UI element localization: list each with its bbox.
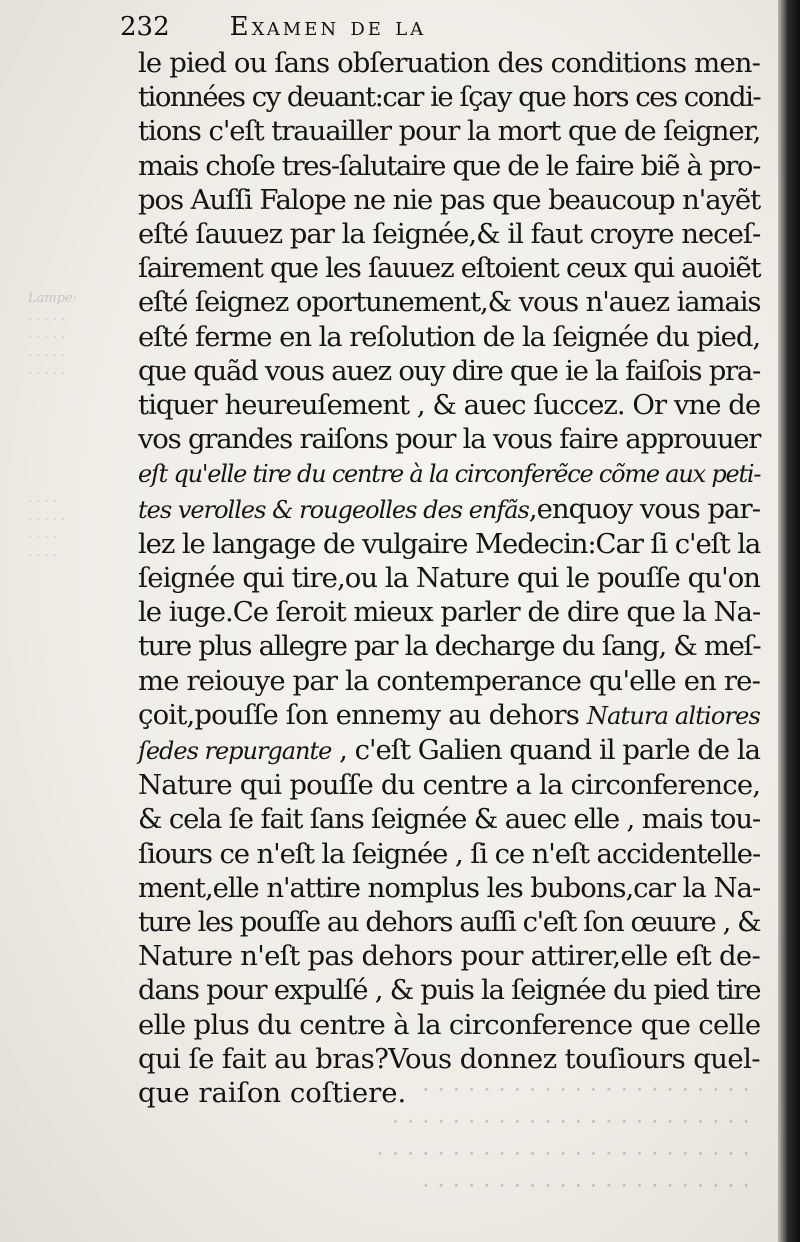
- text-line: [138, 733, 760, 768]
- text-line-content: ture les pouſſe au dehors auſſi c'eſt ſon œuure , &: [138, 906, 761, 939]
- text-line-content: mais choſe tres-ſalutaire que de le faire biẽ à pro-: [138, 149, 760, 182]
- text-line-content: me reiouye par la contemperance qu'elle en re-: [138, 664, 760, 697]
- text-line: [138, 149, 760, 183]
- text-line: [138, 768, 760, 802]
- show-through-margin-notes: Lampe· . . . . . . . . . . . . . . . . . . . . . . . . . . . . . . . . . . . . .: [28, 291, 77, 560]
- show-through-bleed-text: . . . . . . . . . . . . . . . . . . . . . . . . . . . . . . . . . . . . . . . . . . . . . . . . . . . . . . . . . . . . . . . . . . . . . . . . . . . . . . . . . . . . . . . . . . . . .: [376, 1082, 750, 1206]
- text-line-content: ture plus allegre par la decharge du ſang, & meſ-: [138, 630, 761, 663]
- text-line-content: eſté ſeignez oportunement,& vous n'auez iamais: [138, 286, 761, 319]
- body-text: [138, 46, 760, 1110]
- text-line-content: Nature n'eſt pas dehors pour attirer,elle eſt de-: [138, 940, 760, 973]
- text-line: [138, 251, 760, 285]
- page-header: [120, 12, 680, 42]
- text-line-content: ſiours ce n'eſt la ſeignée , ſi ce n'eſt accidentelle-: [138, 837, 761, 870]
- text-line: [138, 561, 760, 595]
- text-line: [138, 114, 760, 148]
- text-line: [138, 698, 760, 733]
- text-line: [138, 183, 760, 217]
- text-line-content: lez le langage de vulgaire Medecin:Car ſi c'eſt la: [138, 527, 761, 560]
- text-line: [138, 80, 760, 114]
- text-line: [138, 905, 760, 939]
- text-line-content: elle plus du centre à la circonference que celle: [138, 1008, 761, 1041]
- text-line-content: tionnées cy deuant:car ie ſçay que hors ces condi-: [138, 81, 761, 114]
- text-line-content: eſté ſauuez par la ſeignée,& il faut croyre neceſ-: [138, 218, 761, 251]
- text-line: [138, 837, 760, 871]
- latin-italic-phrase: tes verolles & rougeolles des enfãs: [138, 495, 529, 524]
- book-binding-edge: [778, 0, 800, 1242]
- text-line: [138, 456, 760, 491]
- text-line: [138, 388, 760, 422]
- text-line: [138, 664, 760, 698]
- text-line: [138, 285, 760, 319]
- text-line: [138, 354, 760, 388]
- latin-italic-phrase: eſt qu'elle tire du centre à la circonferẽce cõme aux peti-: [138, 460, 761, 489]
- text-line: [138, 595, 760, 629]
- text-line: [138, 1042, 760, 1076]
- text-line: [138, 1076, 760, 1110]
- text-line: [138, 217, 760, 251]
- text-line: [138, 629, 760, 663]
- text-line-content: pos Auſſi Falope ne nie pas que beaucoup n'ayẽt: [138, 183, 761, 216]
- text-line-content: & cela ſe fait ſans ſeignée & auec elle , mais tou-: [138, 803, 761, 836]
- text-line-content: ,enquoy vous par-: [528, 492, 760, 525]
- page-number: 232: [120, 12, 170, 42]
- text-line-content: tiquer heureuſement , & auec ſuccez. Or vne de: [138, 389, 761, 422]
- text-line-content: eſté ferme en la reſolution de la ſeignée du pied,: [138, 320, 760, 353]
- text-line: [138, 939, 760, 973]
- text-line-content: qui ſe fait au bras?Vous donnez touſiours quel-: [138, 1042, 760, 1075]
- text-line-content: ſairement que les ſauuez eſtoient ceux qui auoiẽt: [138, 252, 761, 285]
- text-line: [138, 492, 760, 527]
- text-line-content: ment,elle n'attire nomplus les bubons,car la Na-: [138, 871, 761, 904]
- text-line: [138, 973, 760, 1007]
- text-line-content: Nature qui pouſſe du centre a la circonference,: [138, 769, 761, 802]
- text-line-content: , c'eſt Galien quand il parle de la: [331, 734, 760, 767]
- text-line-content: que raiſon coſtiere.: [138, 1077, 407, 1110]
- text-line: [138, 320, 760, 354]
- running-title: Examen de la: [229, 12, 427, 42]
- latin-italic-phrase: Natura altiores: [586, 701, 760, 730]
- text-line-content: tions c'eſt trauailler pour la mort que de ſeigner,: [138, 115, 761, 148]
- text-line-content: dans pour expulſé , & puis la ſeignée du pied tire: [138, 974, 761, 1007]
- text-line-content: çoit,pouſſe ſon ennemy au dehors: [138, 698, 587, 731]
- text-line-content: le iuge.Ce ſeroit mieux parler de dire que la Na-: [138, 596, 761, 629]
- text-line: [138, 1008, 760, 1042]
- text-line-content: le pied ou ſans obſeruation des conditions men-: [138, 47, 760, 79]
- text-line-content: ſeignée qui tire,ou la Nature qui le pouſſe qu'on: [138, 562, 761, 595]
- text-line: [138, 871, 760, 905]
- text-line: [138, 802, 760, 836]
- latin-italic-phrase: ſedes repurgante: [138, 737, 332, 766]
- text-line: [138, 527, 760, 561]
- text-line-content: vos grandes raiſons pour la vous faire approuuer: [138, 423, 761, 456]
- text-line-content: que quãd vous auez ouy dire que ie la faiſois pra-: [138, 354, 761, 387]
- text-line: [138, 46, 760, 80]
- text-line: [138, 422, 760, 456]
